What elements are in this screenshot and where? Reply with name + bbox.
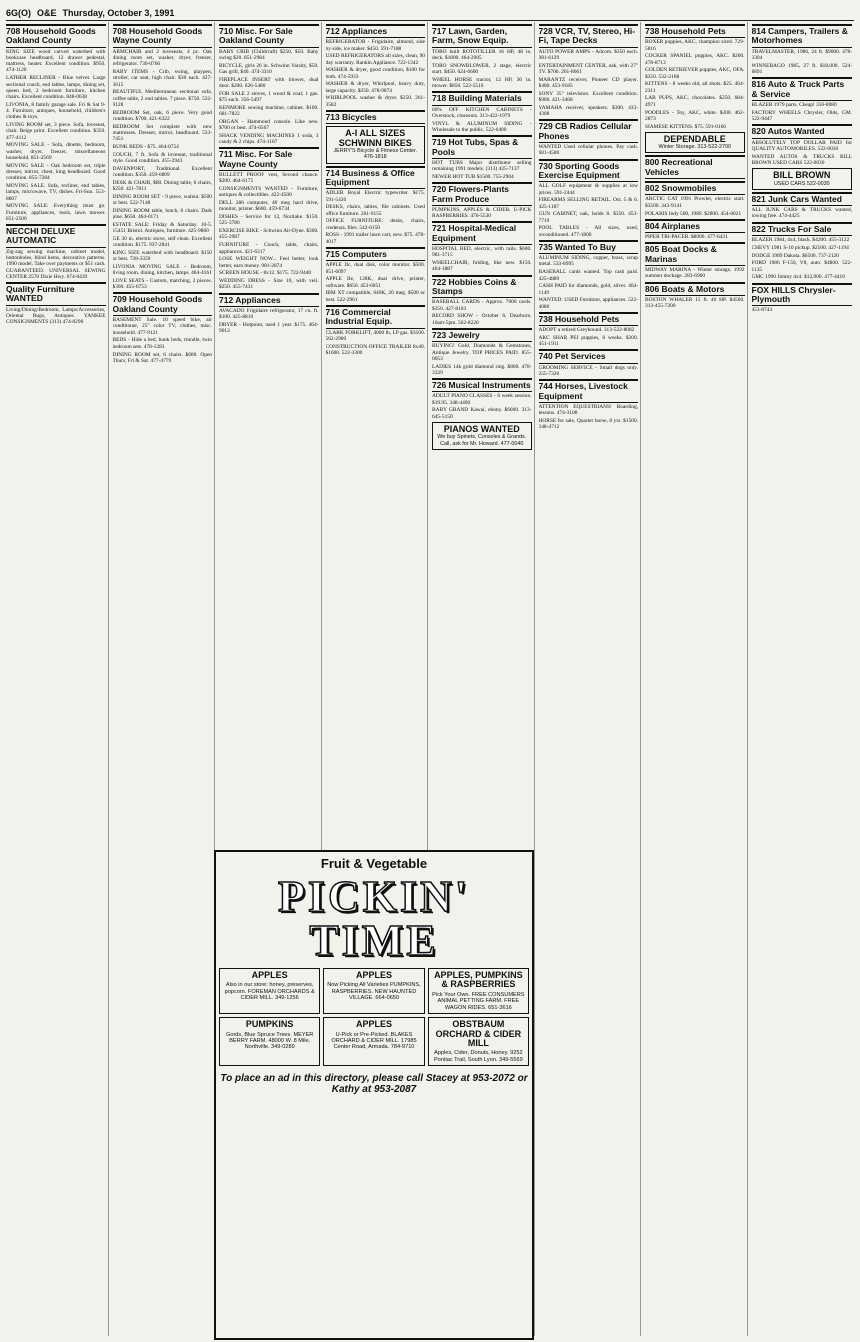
classified-ad: ENTERTAINMENT CENTER, oak, with 27" TV. $700. 261-8661 <box>538 62 638 75</box>
classified-ad: BUYING! Gold, Diamonds & Gemstones, Antique Jewelry. TOP PRICES PAID. 855-0053 <box>432 343 532 362</box>
classified-ad: ROSS - 1991 trailer lawn cart, new. $75. 478-4017 <box>325 232 425 245</box>
classified-ad: BLAZER 1979 parts. Cheap! 356-8080 <box>751 101 837 108</box>
classified-ad: BEDROOM Set complete with new mattresses. Dresser, mirror, headboard. 533-7451 <box>112 123 212 143</box>
display-ad-text: USED CARS 522-0030 <box>773 180 830 187</box>
section-heading: 800 Recreational Vehicles <box>645 155 745 179</box>
classified-ad: ALL GOLF equipment & supplies at low prices. 591-2444 <box>538 183 638 196</box>
classified-ad: CONSTRUCTION OFFICE TRAILER 8x40. $1600. 522-3300 <box>325 343 425 356</box>
produce-title: Fruit & Vegetable <box>320 856 428 871</box>
display-ad-text: We buy Spinets, Consoles & Grands. Call, ask for Mr. Howard. 477-0040 <box>437 434 527 447</box>
classified-ad: BULLETT PROOF vest, Second chance. $200. 464-6175 <box>219 172 319 185</box>
page-date: Thursday, October 3, 1991 <box>62 8 175 18</box>
produce-listing <box>219 968 320 1014</box>
produce-listing-heading: APPLES, PUMPKINS & RASPBERRIES <box>434 970 523 990</box>
classified-ad: GE 30 in. electric stove, self clean. Excellent condition. $175. 937-2841 <box>112 235 212 249</box>
column-1 <box>6 22 109 1336</box>
classified-ad: BOXER puppies, AKC, champion sired. 729-5816 <box>645 39 745 52</box>
classified-ad: WHEEL HORSE tractor, 12 HP, 36 in. mower. $850. 522-5516 <box>432 76 532 90</box>
classified-ad: COUCH, 7 ft. Sofa & loveseat, traditional style. Good condition. 455-2943 <box>112 151 212 164</box>
produce-listing-text: U-Pick or Pre-Picked. BLAKES ORCHARD & CIDER MILL. 17985 Center Road, Armada. 784-9710 <box>331 1031 417 1051</box>
classified-ad: SHACK VENDING MACHINES 1 soda, 3 candy & 2 chips. 474-1187 <box>219 132 319 146</box>
classified-ad: CLARK FORKLIFT, 4000 lb, LP gas. $3500. 562-2900 <box>325 329 425 342</box>
classified-ad: KING SIZE wood carved waterbed with bookcase headboard, 12 drawer pedestal, mattress, heater. Excellent condition. $950. 474-1120 <box>6 48 106 74</box>
classified-ad: Zig-zag sewing machine, cabinet model, buttonholes, blind hems, decorative patterns. 1990 model. Take over payments or $51 cash. GUARANTEED. UNIVERSAL SEWING CENTER 2570 Dixie Hwy. 674-0439 <box>6 248 106 280</box>
classified-ad: WANTED Used cellular phones. Pay cash. 681-4500 <box>538 144 638 157</box>
section-heading: 711 Misc. For Sale Wayne County <box>219 147 319 171</box>
section-heading: 709 Household Goods Oakland County <box>113 292 213 316</box>
pianos-display-ad <box>432 422 532 450</box>
classified-ad: FURNITURE - Couch, table, chairs, appliances. 421-6317 <box>219 242 319 255</box>
classified-ad: PUMPKINS, APPLES & CIDER. U-PICK RASPBERRIES. 476-5530 <box>432 206 532 220</box>
classified-ad: POOL TABLES - All sizes, used, reconditioned. 477-1800 <box>538 225 638 238</box>
classified-ad: BOSTON WHALER 15 ft. 40 HP. $4500. 313-455-7200 <box>645 296 745 310</box>
section-heading: 729 CB Radios Cellular Phones <box>539 119 639 143</box>
produce-ad <box>214 850 534 1340</box>
classified-ad: SCREEN HOUSE - 8x12. $175. 722-9440 <box>219 270 312 277</box>
classified-ad: KITTENS - 8 weeks old, all shots. $25. 464-2311 <box>645 81 745 94</box>
section-heading: 814 Campers, Trailers & Motorhomes <box>752 24 853 48</box>
classified-ad: MIDWAY MARINA - Winter storage, 1992 summer dockage. 283-6960 <box>645 267 745 280</box>
section-heading: 718 Building Materials <box>432 91 532 105</box>
section-heading: 728 VCR, TV, Stereo, Hi-Fi, Tape Decks <box>539 24 639 48</box>
display-ad-text: Winter Storage. 313-522-2700 <box>658 144 732 151</box>
classified-ad: ADOPT a retired Greyhound. 313-522-8082 <box>538 327 635 334</box>
section-heading: 712 Appliances <box>326 24 426 38</box>
classified-ad: LATHER RECLINER - Blue velvet. Large sectional couch, end tables, lamps, dining set, queen bed, 2 bedroom furniture, kitchen chairs. Excellent condition. 848-0638 <box>6 75 106 101</box>
display-ad-heading: DEPENDABLE <box>663 133 726 144</box>
page-number: 6G(O) <box>6 8 32 18</box>
section-heading: NECCHI DELUXE AUTOMATIC <box>6 224 106 248</box>
classified-ad: BUNK BEDS - $75. 464-0754 <box>112 143 179 150</box>
classified-ad: BEDS - Hide a bed, bunk beds, trundle, twin bedroom sets. 478-1283 <box>112 337 212 350</box>
classified-ad: GROOMING SERVICE - Small dogs only. 255-7326 <box>538 364 638 378</box>
classified-ad: GOLDEN RETRIEVER puppies, AKC, OFA. $350. 532-2168 <box>645 67 745 80</box>
produce-listing <box>428 968 529 1014</box>
classified-ad: DISHES - Service for 12, Noritake. $150. 525-3786 <box>219 214 319 227</box>
classified-ad: BABY ITEMS - Crib, swing, playpen, stroller, car seat, high chair. $30 each. 427-3615 <box>112 68 212 88</box>
classified-ad: LIVONIA MOVING SALE - Bedroom, living room, dining, kitchen, lamps. 464-4161 <box>112 263 212 277</box>
column-2 <box>113 22 216 1336</box>
section-heading: 744 Horses, Livestock Equipment <box>539 379 639 403</box>
classified-ad: FACTORY WHEELS Chrysler, Olds, GM. 522-9447 <box>751 109 852 122</box>
section-heading: 805 Boat Docks & Marinas <box>645 242 745 266</box>
section-heading: 722 Hobbies Coins & Stamps <box>432 275 532 299</box>
produce-footer: To place an ad in this directory, please call Stacey at 953-2072 or Kathy at 953-2087 <box>220 1073 528 1096</box>
classified-ad: Living/Dining/Bedroom, Lamps/Accessories, Oriental Rugs, Antiques. YANKEE CONSIGNMENTS (313) 474-0290 <box>6 306 106 326</box>
classified-ad: TRAVELMASTER, 1986, 24 ft. $9000. 478-3304 <box>751 48 852 61</box>
section-heading: 738 Household Pets <box>645 24 745 38</box>
produce-listing-text: Apples, Cider, Donuts, Honey. 9252 Pontiac Trail, South Lyon. 349-5569 <box>433 1050 523 1063</box>
produce-listing-heading: APPLES <box>355 970 392 980</box>
classified-ad: FOR SALE 2 stoves, 1 wood & coal; 1 gas. $75 each. 356-5497 <box>219 90 319 104</box>
classified-ad: DINING ROOM set, 6 chairs. $600. Open Thurs, Fri & Sat. 477-4779 <box>112 351 212 364</box>
classified-ad: ADLER Royal Electric typewriter. $175. 591-5436 <box>325 190 425 203</box>
classified-ad: LADIES 14k gold diamond ring. $800. 478-3329 <box>432 363 532 376</box>
display-ad-heading: A-I ALL SIZES SCHWINN BIKES <box>338 128 412 148</box>
classified-ad: DAVENPORT, Traditional. Excellent condition. $350. 459-6809 <box>112 165 212 178</box>
classified-ad: REFRIGERATOR - Frigidaire, almond, side by side, ice maker. $450. 591-7188 <box>325 39 425 52</box>
column-7 <box>645 22 748 1336</box>
classified-ad: GMC 1990 Jimmy 4x4. $12,900. 477-4410 <box>751 274 845 281</box>
column-8 <box>752 22 855 1336</box>
classified-ad: HOT TUBS Major distributor selling remaining 1991 models. (313) 425-7137 <box>432 159 532 173</box>
section-heading: 806 Boats & Motors <box>645 282 745 296</box>
classified-ad: BEAUTIFUL Mediterranean sectional sofa, coffee table, 2 end tables. 7 piece. $750. 532-9128 <box>112 89 212 108</box>
display-ad-heading: BILL BROWN <box>773 170 831 181</box>
classified-ad: BICYCLE, girls 26 in. Schwinn Varsity, $50. Gas grill, $40. 474-3310 <box>219 62 319 75</box>
section-heading: 820 Autos Wanted <box>752 124 853 138</box>
classified-ad: IBM XT compatible, 640K, 20 meg. $500 or best. 522-2961 <box>325 290 425 303</box>
classified-ad: VINYL & ALUMINUM SIDING - Wholesale to the public. 522-6400 <box>432 120 532 133</box>
produce-listing <box>323 968 424 1014</box>
classified-ad: FIREARMS SELLING RETAIL. Oct. 5 & 6. 425-1187 <box>538 197 638 210</box>
section-heading: 802 Snowmobiles <box>645 181 745 195</box>
classified-ad: COCKER SPANIEL puppies, AKC. $200. 478-8713 <box>645 53 745 66</box>
classified-ad: ADULT PIANO CLASSES - 6 week session. $19.95. 348-4400 <box>432 393 532 406</box>
produce-listing-text: Now Picking All Varieties PUMPKINS, RASPBERRIES. NEW HAUNTED VILLAGE. 664-0650 <box>327 982 421 1002</box>
classified-ad: POODLES - Toy, AKC, white. $300. 462-2873 <box>645 109 745 122</box>
classified-ad: SIAMESE KITTENS. $75. 591-0166 <box>645 123 727 130</box>
classified-ad: BEDROOM Set, oak, 6 piece. Very good condition. $700. 421-6322 <box>112 109 212 122</box>
classified-ad: ARMCHAIR and 2 loveseats, 4 pc. Oak dining room set, washer, dryer, freezer, refrigerator. 730-0766 <box>112 48 212 68</box>
classified-ad: WANTED: USED Furniture, appliances. 522-4080 <box>538 297 638 310</box>
section-heading: 816 Auto & Truck Parts & Service <box>752 77 853 101</box>
section-heading: 710 Misc. For Sale Oakland County <box>219 24 319 48</box>
classified-ad: DRYER - Hotpoint, used 1 year. $175. 464-9012 <box>219 321 319 335</box>
produce-listing-text: Pick Your Own. FREE CONSUMERS ANIMAL PETTING FARM. FREE WAGON RIDES. 651-3616 <box>432 991 525 1011</box>
paper-name: O&E <box>37 8 57 18</box>
classified-ad: DESKS, chairs, tables, file cabinets. Used office furniture. 261-9155 <box>325 204 425 217</box>
section-heading: 738 Household Pets <box>539 312 639 326</box>
classified-ad: USED REFRIGERATORS all sizes, clean, 90 day warranty. Rankin Appliance. 722-1342 <box>325 53 425 66</box>
page-header <box>6 6 854 21</box>
classified-ad: ORGAN - Hammond console. Like new. $700 or best. 474-0567 <box>219 118 319 132</box>
classified-ad: ATTENTION EQUESTRIANS! Boarding, lessons. 474-3108 <box>538 404 638 417</box>
classified-ad: LIVONIA, 8 family garage sale. Fri & Sat 9-4. Furniture, antiques, household, children's clothes & toys. <box>6 101 106 121</box>
section-heading: 715 Computers <box>326 247 426 261</box>
classified-ad: CHEVY 1981 S-10 pickup. $2500. 427-1194 <box>751 244 849 251</box>
classified-ad: ALUMINUM SIDING, copper, brass, scrap metal. 533-8995 <box>538 255 638 268</box>
classified-ad: APPLE IIe, 128K, dual drive, printer, software. $650. 453-6051 <box>325 276 425 289</box>
produce-listing-text: Also in our store: honey, preserves, popcorn. FOREMAN ORCHARDS & CIDER MILL. 349-1256 <box>224 982 315 1002</box>
classified-ad: MOVING SALE - Oak bedroom set, triple dresser, mirror, chest, king headboard. Good condition. 855-7284 <box>6 162 106 182</box>
classified-ad: BASEBALL CARDS - Approx. 7000 cards. $350. 427-8103 <box>432 299 532 312</box>
classified-ad: LIVING ROOM set, 3 piece. Sofa, loveseat, chair. Beige print. Excellent condition. $350. 477-4112 <box>6 122 106 141</box>
section-heading: 713 Bicycles <box>326 110 426 124</box>
section-heading: 720 Flowers-Plants Farm Produce <box>432 182 532 206</box>
classified-ad: KENMORE sewing machine, cabinet. $100. 681-7822 <box>219 104 319 118</box>
produce-listing-text: Gords, Blue Spruce Trees. MEYER BERRY FARM. 48000 W. 8 Mile, Northville. 349-0289 <box>225 1031 314 1051</box>
section-heading: 716 Commercial Industrial Equip. <box>326 305 426 329</box>
classified-ad: 60% OFF KITCHEN CABINETS - Overstock, closeouts. 313-422-1979 <box>432 106 532 119</box>
section-heading: 822 Trucks For Sale <box>752 222 853 236</box>
classified-ad: FORD 1986 F-150, V8, auto. $4800. 522-1135 <box>751 260 852 273</box>
classified-ad: WASHER & dryer, Whirlpool, heavy duty, large capacity. $350. 478-9874 <box>325 81 425 94</box>
classified-ad: KING SIZE waterbed with headboard. $150 or best. 728-3359 <box>112 249 212 263</box>
classified-ad: MOVING SALE: Everything must go. Furniture, appliances, tools, lawn mower. 851-2500 <box>6 203 106 222</box>
classified-ad: SONY 35" television. Excellent condition. $900. 421-3468 <box>538 90 638 104</box>
classified-ad: BASEMENT Sale. 10 speed bike, air conditioner, 25" color TV, clothes, misc. household. 477-9121 <box>112 317 212 336</box>
classified-ad: TORO SNOWBLOWER, 2 stage, electric start. $450. 624-6600 <box>432 62 532 75</box>
produce-listing <box>219 1017 320 1066</box>
classified-ad: APPLE IIc, dual disk, color monitor. $500. 851-6097 <box>325 262 425 275</box>
classified-ad: GUN CABINET, oak, holds 8. $350. 453-7719 <box>538 211 638 224</box>
classified-ad: DINING ROOM SET - 9 piece, walnut. $500 or best. 522-7148 <box>112 193 212 207</box>
classified-ad: BABY GRAND Kawai, ebony. $6000. 313-645-5150 <box>432 407 532 420</box>
classified-ad: BLAZER 1984, 4x4, black. $4200. 455-3122 <box>751 237 850 243</box>
produce-listing-heading: OBSTBAUM ORCHARD & CIDER MILL <box>435 1019 522 1049</box>
schwinn-display-ad <box>326 126 426 163</box>
classified-ad: ALL JUNK CARS & TRUCKS wanted, towing free. 474-4425 <box>751 207 852 220</box>
produce-listing <box>323 1017 424 1066</box>
classified-ad: HORSE for sale, Quarter horse, 8 yrs. $1500. 348-4712 <box>538 418 638 431</box>
classified-ad: WASHER & dryer, good condition, $100 for both. 474-5933 <box>325 67 425 80</box>
classified-ad: AUTO POWER AMPS - Adcom. $350 each. 981-6129 <box>538 48 638 61</box>
classified-ad: EXERCISE BIKE - Schwinn Air-Dyne. $300. 455-2987 <box>219 228 319 241</box>
classified-ad: WHEELCHAIR, folding, like new. $150. 464-1887 <box>432 260 532 273</box>
classified-ad: WHIRLPOOL washer & dryer. $250. 261-3582 <box>325 95 425 108</box>
classified-ad: POLARIS Indy 500, 1989. $2800. 454-0021 <box>645 210 742 217</box>
classified-ad: AKC SHAR PEI puppies, 8 weeks. $300. 451-1911 <box>538 334 638 348</box>
section-heading: 821 Junk Cars Wanted <box>752 192 853 206</box>
section-heading: Quality Furniture WANTED <box>6 282 106 306</box>
bill-brown-display-ad <box>752 168 853 190</box>
section-heading: 708 Household Goods Wayne County <box>113 24 213 48</box>
classified-ad: BABY CRIB (Childcraft) $250, $50. Baby swing $20. 851-2984 <box>219 48 319 61</box>
produce-listing <box>428 1017 529 1066</box>
display-ad-heading: PIANOS WANTED <box>443 423 520 434</box>
produce-listing-heading: APPLES <box>355 1019 392 1030</box>
dependable-display-ad <box>645 132 745 154</box>
section-heading: 730 Sporting Goods Exercise Equipment <box>539 159 639 183</box>
classified-ad: LAB PUPS, AKC, chocolates. $250. 684-4971 <box>645 95 745 108</box>
classified-ad: MOVING SALE. Sofa, recliner, end tables, lamps, microwave, TV, dishes. Fri-Sun. 553-8807 <box>6 183 106 202</box>
section-heading: 719 Hot Tubs, Spas & Pools <box>432 135 532 159</box>
classified-ad: TORO built ROTOTILLER 16 HP, 48 in. deck. $1800. 464-2905 <box>432 48 532 61</box>
classified-ad: DELL 286 computer, 40 meg hard drive, monitor, printer. $600. 459-6734 <box>219 200 319 213</box>
classified-ad: NEWER HOT TUB $1500. 755-2904 <box>432 173 514 180</box>
section-heading: 804 Airplanes <box>645 219 745 233</box>
classified-ad: LOSE WEIGHT NOW... Feel better, look better, earn money. 981-2874 <box>219 256 319 269</box>
classified-ad: MOVING SALE - Sofa, dinette, bedroom, washer, dryer, freezer, miscellaneous household. 851-2569 <box>6 142 106 161</box>
classified-ad: ARCTIC CAT 1991 Prowler, electric start. $3500. 343-9141 <box>645 196 745 209</box>
classified-ad: 453-8743 <box>751 307 773 314</box>
section-heading: 726 Musical Instruments <box>432 378 532 392</box>
classified-ad: BASEBALL cards wanted. Top cash paid. 425-4889 <box>538 269 638 282</box>
classified-ad: HOSPITAL BED, electric, with rails. $600. 981-3715 <box>432 246 532 259</box>
section-heading: 712 Appliances <box>219 293 319 307</box>
classified-ad: RECORD SHOW - October 6, Dearborn. 10am-5pm. 562-8220 <box>432 313 532 326</box>
classified-ad: DINING ROOM table, hutch, 6 chairs. Dark pine. $650. 464-0171 <box>112 207 212 221</box>
pickin-time-banner: PICKIN' TIME <box>277 872 471 965</box>
section-heading: FOX HILLS Chrysler-Plymouth <box>752 283 853 307</box>
classified-ad: ESTATE SALE: Friday & Saturday. 10-5. 15451 Bristol. Antiques, furniture. 425-9860 <box>112 221 212 235</box>
section-heading: 708 Household Goods Oakland County <box>6 24 106 48</box>
section-heading: 714 Business & Office Equipment <box>326 166 426 190</box>
classified-ad: WEDDING DRESS - Size 10, with veil. $250. 455-7431 <box>219 278 319 291</box>
section-heading: 740 Pet Services <box>539 349 639 363</box>
classified-ad: OFFICE FURNITURE: desks, chairs, credenza, files. 542-6150 <box>325 218 425 231</box>
classified-ad: WANTED AUTOS & TRUCKS BILL BROWN USED CARS 522-0030 <box>751 153 852 166</box>
classified-ad: CONSIGNMENTS WANTED - Furniture, antiques & collectibles. 422-4500 <box>219 186 319 199</box>
section-heading: 721 Hospital-Medical Equipment <box>432 221 532 245</box>
section-heading: 717 Lawn, Garden, Farm, Snow Equip. <box>432 24 532 48</box>
classified-ad: ABSOLUTELY TOP DOLLAR PAID for QUALITY AUTOMOBILES. 522-0030 <box>751 139 852 152</box>
classified-ad: PIPER TRI-PACER. $8000. 477-6431 <box>645 234 728 241</box>
produce-listing-heading: PUMPKINS <box>245 1019 294 1030</box>
classified-ad: YAMAHA receiver, speakers. $300. 433-4308 <box>538 104 638 118</box>
classified-ad: FIREPLACE INSERT with blower, dual door. $200. 626-5480 <box>219 76 319 90</box>
produce-grid <box>216 965 532 1069</box>
classified-ad: LOVE SEATS - Custom, matching, 2 pieces. $300. 455-6753 <box>112 277 212 291</box>
classified-ad: WINNEBAGO 1985, 27 ft. $18,000. 524-8891 <box>751 62 852 75</box>
section-heading: 723 Jewelry <box>432 328 532 342</box>
column-6 <box>539 22 642 1336</box>
classified-ad: MARANTZ receiver, Pioneer CD player. $400. 453-9185 <box>538 76 638 90</box>
section-heading: 735 Wanted To Buy <box>539 240 639 254</box>
classified-ad: AVACADO Frigidaire refrigerator, 17 cu. ft. $100. 425-8810 <box>219 307 319 321</box>
produce-listing-heading: APPLES <box>251 970 288 980</box>
classified-ad: DODGE 1989 Dakota. $6500. 737-2120 <box>751 252 839 259</box>
classified-ad: DESK & CHAIR, $80. Dining table, 6 chairs, $250. 421-7011 <box>112 179 212 192</box>
display-ad-text: JERRY'S Bicycle & Fitness Center. 476-1818 <box>333 148 418 161</box>
classified-ad: CASH PAID for diamonds, gold, silver. 464-1149 <box>538 283 638 296</box>
